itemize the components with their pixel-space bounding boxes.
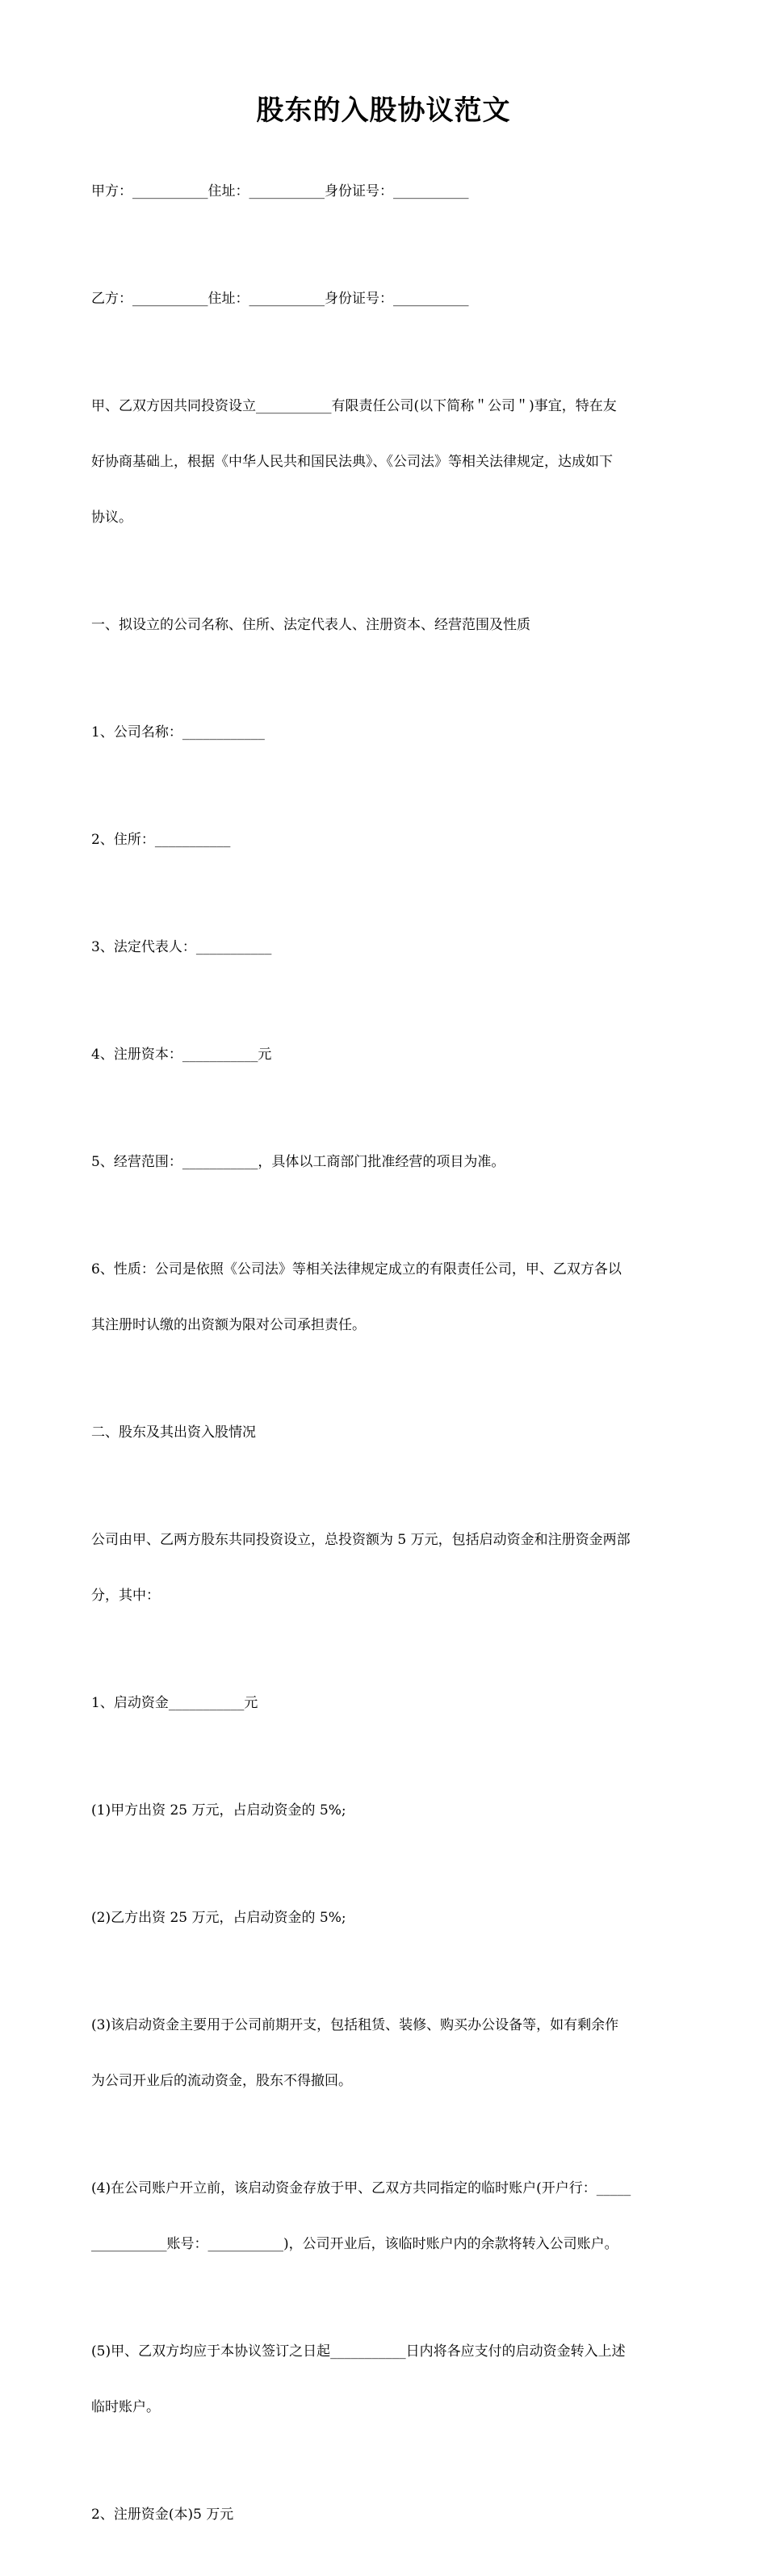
text-line: 二、股东及其出资入股情况 <box>91 1424 256 1441</box>
clause-business-scope <box>91 1116 681 1209</box>
text-line: 公司由甲、乙两方股东共同投资设立，总投资额为 5 万元，包括启动资金和注册资金两部 <box>91 1532 631 1548</box>
text-line: 其注册时认缴的出资额为限对公司承担责任。 <box>91 1317 366 1333</box>
text-line: 5、经营范围：___________，具体以工商部门批准经营的项目为准。 <box>91 1154 505 1170</box>
text-line: 3、法定代表人：___________ <box>91 939 272 955</box>
text-line: 好协商基础上，根据《中华人民共和国民法典》、《公司法》等相关法律规定，达成如下 <box>91 454 613 470</box>
clause-registered-capital <box>91 1009 681 1101</box>
text-line: 4、注册资本：___________元 <box>91 1047 272 1063</box>
clause-registered-funds <box>91 2469 681 2561</box>
text-line: 甲、乙双方因共同投资设立___________有限责任公司(以下简称＂公司＂)事宜，特在友 <box>91 398 617 414</box>
subclause-1 <box>91 1764 681 1857</box>
text-line: (5)甲、乙双方均应于本协议签订之日起___________日内将各应支付的启动资金转入上述 <box>91 2343 626 2360</box>
clause-company-name <box>91 686 681 779</box>
text-line: 分，其中： <box>91 1588 160 1604</box>
document-body <box>91 145 681 2576</box>
text-line: 6、性质：公司是依照《公司法》等相关法律规定成立的有限责任公司，甲、乙双方各以 <box>91 1261 622 1278</box>
text-line: 1、公司名称：____________ <box>91 724 265 740</box>
text-line: 协议。 <box>91 510 132 526</box>
text-line: 乙方：___________住址：___________身份证号：___________ <box>91 291 469 307</box>
text-line: 2、注册资金(本)5 万元 <box>91 2507 234 2523</box>
text-line: (3)该启动资金主要用于公司前期开支，包括租赁、装修、购买办公设备等，如有剩余作 <box>91 2017 619 2033</box>
document-title: 股东的入股协议范文 <box>256 94 511 127</box>
investment-overview <box>91 1494 681 1643</box>
text-line: (4)在公司账户开立前，该启动资金存放于甲、乙双方共同指定的临时账户(开户行：_____ <box>91 2180 631 2196</box>
subclause-2 <box>91 1872 681 1965</box>
text-line: (1)甲方出资 25 万元，占启动资金的 5%; <box>91 1802 346 1819</box>
clause-legal-representative <box>91 901 681 994</box>
subclause-4 <box>91 2142 681 2291</box>
section-heading-2 <box>91 1387 681 1479</box>
text-line: 甲方：___________住址：___________身份证号：___________ <box>91 183 469 199</box>
party-b-line <box>91 253 681 346</box>
text-line: 2、住所：___________ <box>91 832 231 848</box>
clause-startup-funds <box>91 1657 681 1750</box>
section-heading-1 <box>91 579 681 672</box>
clause-nature <box>91 1223 681 1372</box>
text-line: 1、启动资金___________元 <box>91 1695 258 1711</box>
text-line: ___________账号：___________)，公司开业后，该临时账户内的余款将转入公司账户。 <box>91 2236 618 2252</box>
party-a-line <box>91 145 681 238</box>
text-line: 为公司开业后的流动资金，股东不得撤回。 <box>91 2073 352 2089</box>
text-line: 一、拟设立的公司名称、住所、法定代表人、注册资本、经营范围及性质 <box>91 617 530 633</box>
clause-address <box>91 794 681 887</box>
subclause-3 <box>91 1979 681 2128</box>
text-line: 临时账户。 <box>91 2399 160 2415</box>
preamble-paragraph <box>91 360 681 564</box>
subclause-5 <box>91 2305 681 2454</box>
text-line: (2)乙方出资 25 万元，占启动资金的 5%; <box>91 1910 346 1926</box>
